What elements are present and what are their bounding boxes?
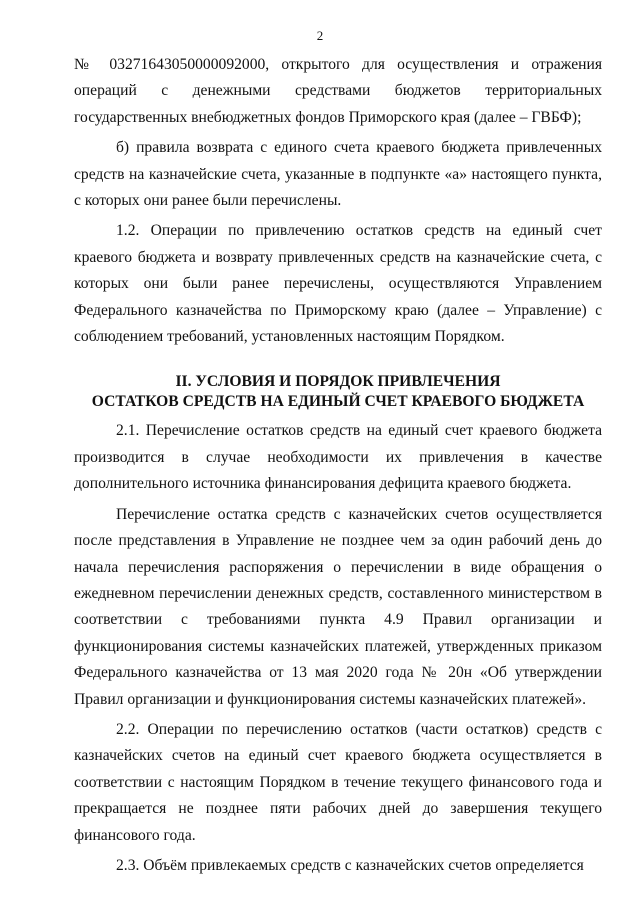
paragraph-transfer-order: Перечисление остатка средств с казначейских счетов осуществляется после представления в Управление не позднее чем за один рабочий день до начала перечисления распоряжения о перечислении в виде обращения о ежедневном перечислении денежных средств, составленного министерством в соответствии с требованиями пункта 4.9 Правил организации и функционирования системы казначейских платежей, утвержденных приказом Федерального казначейства от 13 мая 2020 года № 20н «Об утверждении Правил организации и функционирования системы казначейских платежей». [74,505,602,708]
paragraph-2-3: 2.3. Объём привлекаемых средств с казначейских счетов определяется [116,856,584,874]
paragraph-2-2: 2.2. Операции по перечислению остатков (части остатков) средств с казначейских счетов на единый счет краевого бюджета осуществляется в соответствии с настоящим Порядком в течение текущего финансового года и прекращается не позднее пяти рабочих дней до завершения текущего финансового года. [74,720,602,844]
page-number: 2 [316,28,324,43]
paragraph-return-rules: б) правила возврата с единого счета краевого бюджета привлеченных средств на казначейские счета, указанные в подпункте «а» настоящего пункта, с которых они ранее были перечислены. [74,139,602,210]
document-body [74,52,602,879]
paragraph-1-2: 1.2. Операции по привлечению остатков средств на единый счет краевого бюджета и возврату привлеченных средств на казначейские счета, с которых они были ранее перечислены, осуществляются Управлением Федерального казначейства по Приморскому краю (далее – Управление) с соблюдением требований, установленных настоящим Порядком. [74,222,602,346]
section-heading-line-2: ОСТАТКОВ СРЕДСТВ НА ЕДИНЫЙ СЧЕТ КРАЕВОГО БЮДЖЕТА [91,393,585,411]
paragraph-2-1: 2.1. Перечисление остатков средств на единый счет краевого бюджета производится в случае необходимости их привлечения в качестве дополнительного источника финансирования дефицита краевого бюджета. [74,422,602,493]
paragraph-gvbf-account: № 03271643050000092000, открытого для осуществления и отражения операций с денежными средствами бюджетов территориальных государственных внебюджетных фондов Приморского края (далее – ГВБФ); [74,56,602,126]
section-heading [74,372,602,412]
section-heading-line-1: II. УСЛОВИЯ И ПОРЯДОК ПРИВЛЕЧЕНИЯ [175,373,501,391]
